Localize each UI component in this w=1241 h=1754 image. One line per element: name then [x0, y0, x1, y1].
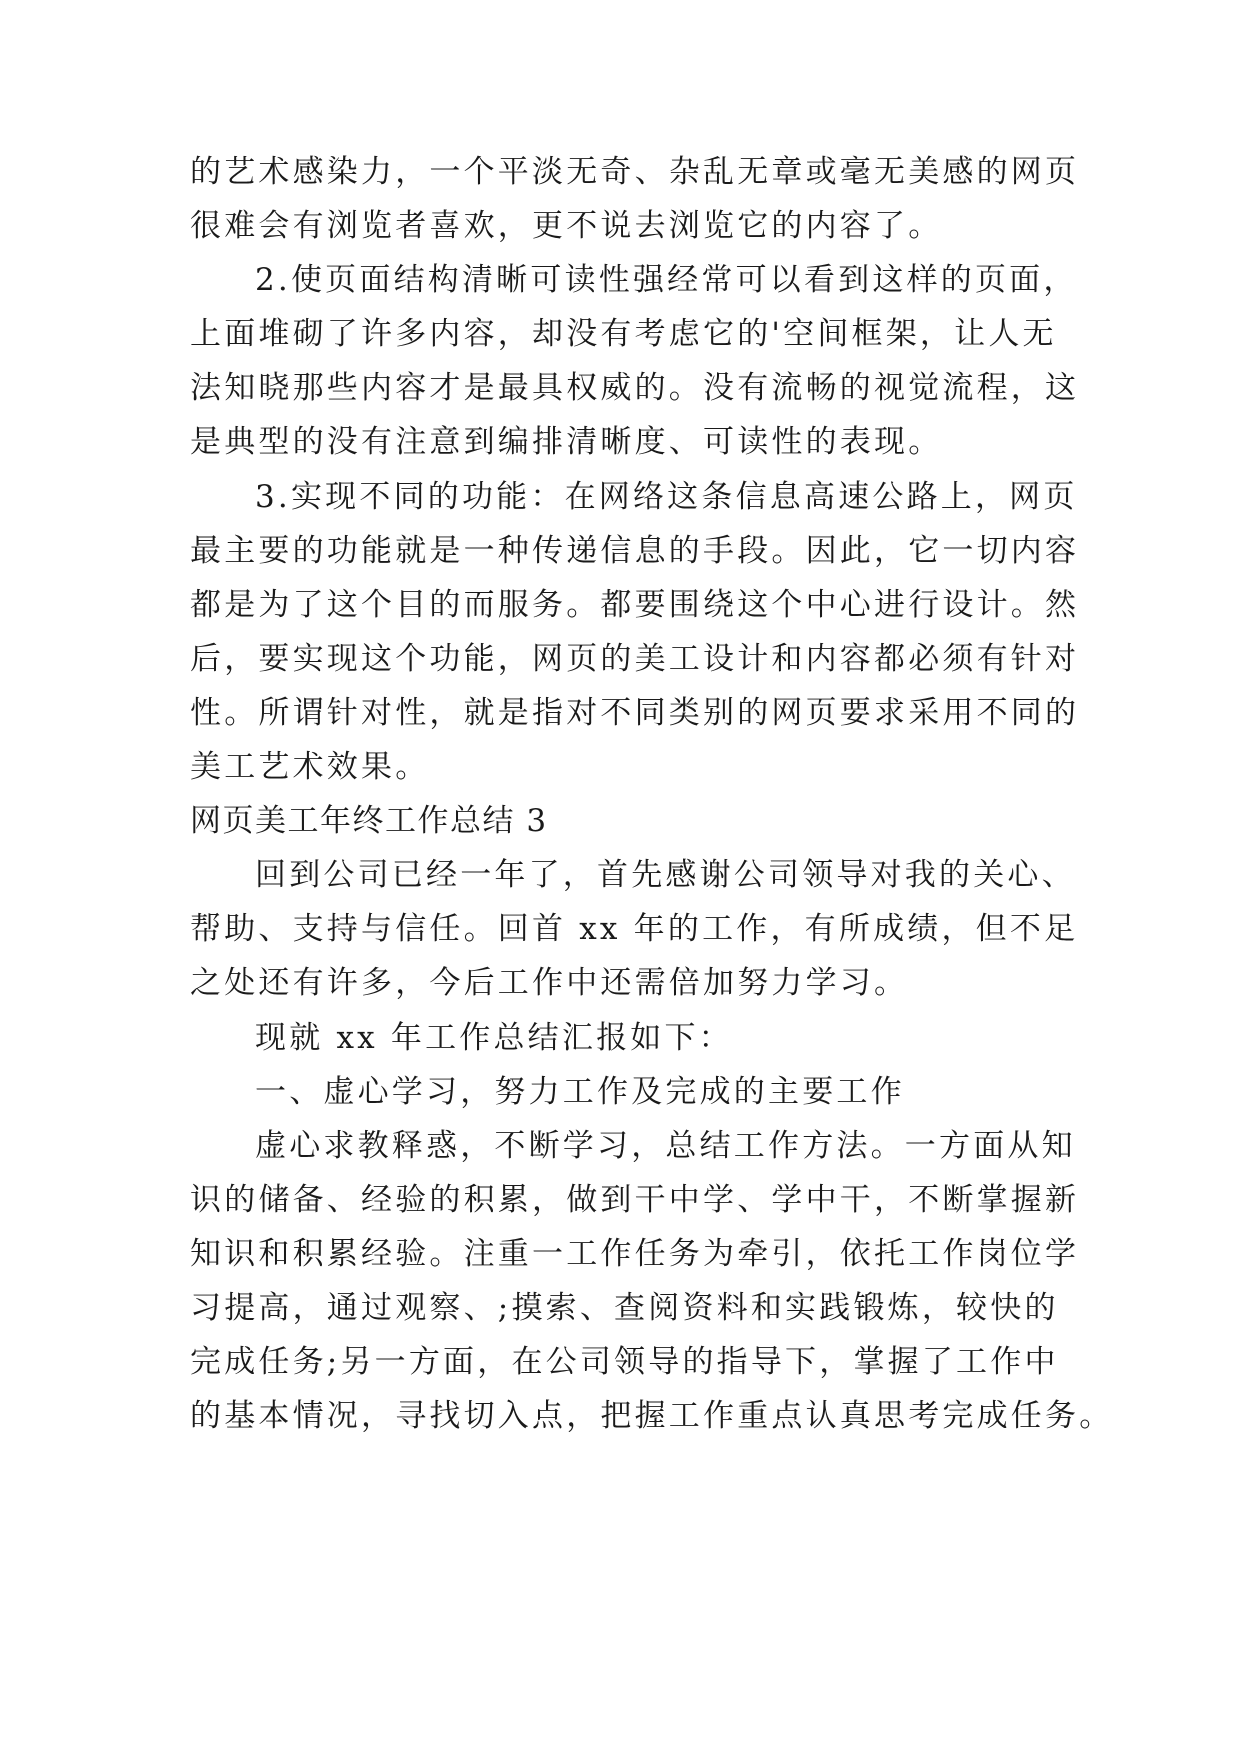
- body-text-line: 之处还有许多，今后工作中还需倍加努力学习。: [190, 965, 909, 1001]
- body-text-line: 都是为了这个目的而服务。都要围绕这个中心进行设计。然: [190, 587, 1080, 623]
- body-text-line: 很难会有浏览者喜欢，更不说去浏览它的内容了。: [190, 208, 943, 244]
- section-heading: 网页美工年终工作总结 3: [190, 803, 548, 839]
- body-text-line: 最主要的功能就是一种传递信息的手段。因此，它一切内容: [190, 533, 1080, 569]
- subsection-heading: 一、虚心学习，努力工作及完成的主要工作: [255, 1074, 905, 1110]
- body-text-line: 知识和积累经验。注重一工作任务为牵引，依托工作岗位学: [190, 1236, 1080, 1272]
- body-text-line: 完成任务;另一方面，在公司领导的指导下，掌握了工作中: [190, 1344, 1059, 1380]
- body-text-line: 后，要实现这个功能，网页的美工设计和内容都必须有针对: [190, 641, 1080, 677]
- body-text-line: 是典型的没有注意到编排清晰度、可读性的表现。: [190, 424, 943, 460]
- body-text-line: 习提高，通过观察、;摸索、查阅资料和实践锻炼，较快的: [190, 1290, 1059, 1326]
- body-text-line: 识的储备、经验的积累，做到干中学、学中干，不断掌握新: [190, 1182, 1080, 1218]
- body-text-line: 3.实现不同的功能：在网络这条信息高速公路上，网页: [255, 479, 1078, 515]
- body-text-line: 美工艺术效果。: [190, 749, 430, 785]
- body-text-line: 2.使页面结构清晰可读性强经常可以看到这样的页面，: [255, 262, 1078, 298]
- body-text-line: 回到公司已经一年了，首先感谢公司领导对我的关心、: [255, 857, 1076, 893]
- body-text-line: 上面堆砌了许多内容，却没有考虑它的'空间框架，让人无: [190, 316, 1057, 352]
- body-text-line: 性。所谓针对性，就是指对不同类别的网页要求采用不同的: [190, 695, 1080, 731]
- body-text-line: 的艺术感染力，一个平淡无奇、杂乱无章或毫无美感的网页: [190, 154, 1080, 190]
- body-text-line: 现就 xx 年工作总结汇报如下：: [255, 1020, 733, 1056]
- body-text-line: 的基本情况，寻找切入点，把握工作重点认真思考完成任务。: [190, 1398, 1114, 1434]
- body-text-line: 法知晓那些内容才是最具权威的。没有流畅的视觉流程，这: [190, 370, 1080, 406]
- body-text-line: 虚心求教释惑，不断学习，总结工作方法。一方面从知: [255, 1128, 1076, 1164]
- body-text-line: 帮助、支持与信任。回首 xx 年的工作，有所成绩，但不足: [190, 911, 1079, 947]
